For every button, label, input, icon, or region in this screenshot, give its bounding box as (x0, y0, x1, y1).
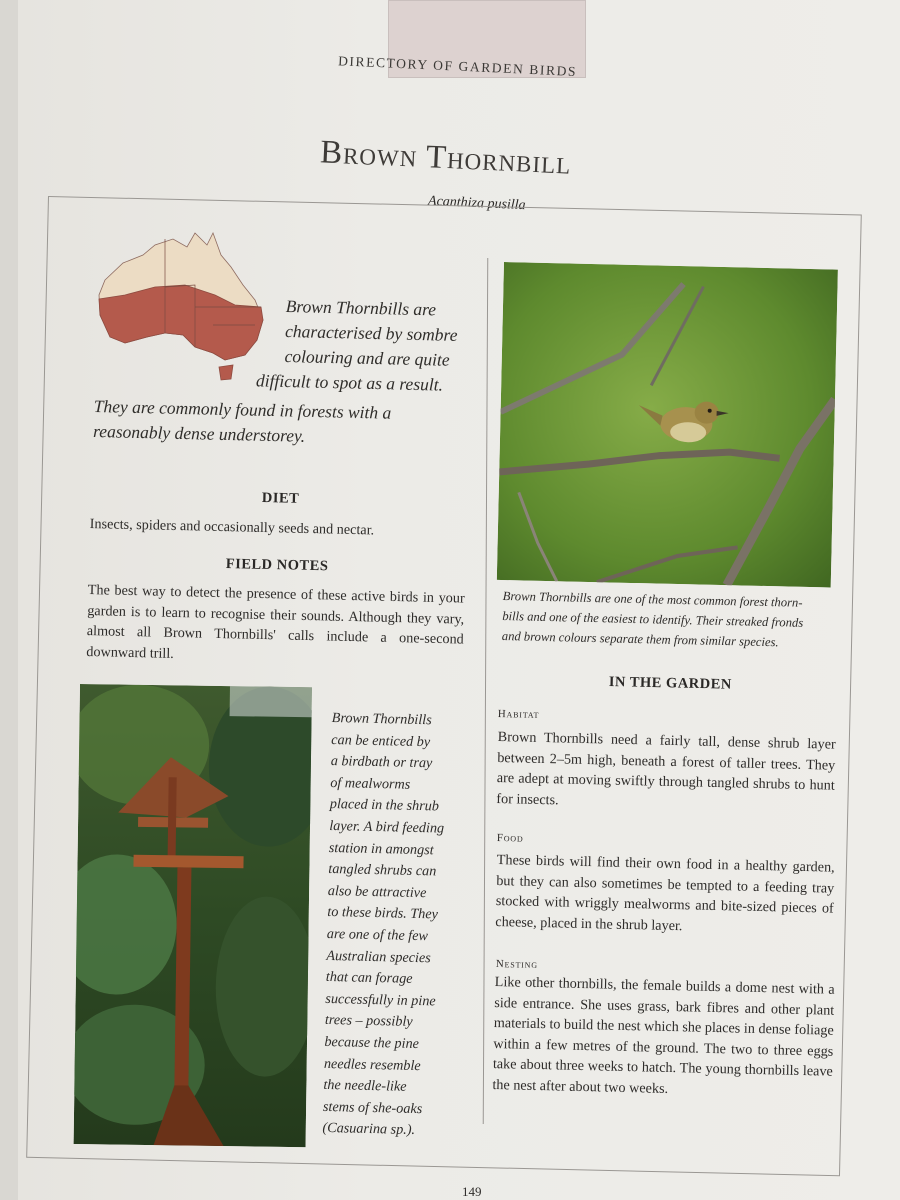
habitat-text: Brown Thornbills need a fairly tall, dense shrub layer between 2–5m high, beneath a forest of taller trees. They are adept at moving swiftly through tangled shrubs to hunt for insects. (496, 728, 836, 808)
caption-line: to these birds. They (327, 904, 439, 923)
caption-line: the needle-like (323, 1076, 407, 1095)
nesting-text: Like other thornbills, the female builds a dome nest with a side entrance. She uses grass, bark fibres and other plant materials to build the nest which she places in dense foliage within a few metres of the ground. The two to three eggs take about three weeks to hatch. The young thornbills leave the nest after about two weeks. (492, 973, 835, 1097)
food-text: These birds will find their own food in a healthy garden, but they can also sometimes be tempted to a feeding tray stocked with wriggly mealworms and bite-sized pieces of cheese, placed in the shrub layer. (495, 851, 835, 934)
thornbill-illustration (497, 262, 838, 587)
section-header: DIRECTORY OF GARDEN BIRDS (337, 53, 578, 80)
feeder-caption (322, 708, 482, 1143)
caption-line: can be enticed by (331, 731, 431, 750)
feeder-illustration (74, 684, 312, 1147)
caption-line: and brown colours separate them from similar species. (501, 628, 779, 650)
field-notes-text: The best way to detect the presence of these active birds in your garden is to learn to recognise their sounds. Although they vary, almost all Brown Thornbills' calls include a one-second downward trill. (86, 581, 465, 662)
caption-line: station in amongst (328, 839, 434, 858)
intro-line: colouring and are quite (284, 345, 450, 370)
distribution-map (95, 225, 270, 385)
caption-line: because the pine (324, 1033, 420, 1052)
caption-line: that can forage (325, 969, 413, 988)
caption-line: successfully in pine (325, 990, 436, 1010)
intro-line: They are commonly found in forests with a (93, 395, 392, 423)
bird-photo-caption (502, 586, 843, 654)
caption-line: bills and one of the easiest to identify. Their streaked fronds (502, 608, 804, 630)
habitat-label: Habitat (497, 708, 540, 721)
caption-line: (Casuarina sp.). (322, 1120, 416, 1139)
caption-line: needles resemble (323, 1055, 421, 1074)
intro-line: characterised by sombre (284, 320, 458, 345)
caption-line: trees – possibly (324, 1012, 413, 1031)
field-notes-heading: FIELD NOTES (225, 556, 329, 575)
caption-line: of mealworms (330, 774, 411, 793)
food-label: Food (496, 832, 524, 845)
caption-line: placed in the shrub (329, 796, 440, 815)
caption-line: Brown Thornbills are one of the most common forest thorn- (502, 588, 803, 610)
caption-line: Australian species (326, 947, 431, 966)
caption-line: tangled shrubs can (328, 861, 437, 880)
caption-line: Brown Thornbills (331, 709, 432, 729)
tasmania (219, 365, 233, 380)
intro-line: Brown Thornbills are (285, 295, 437, 320)
species-title: Brown Thornbill (319, 134, 573, 182)
garden-heading: IN THE GARDEN (608, 674, 733, 693)
intro-line: difficult to spot as a result. (255, 370, 444, 395)
bird-photo (497, 262, 838, 587)
diet-heading: DIET (261, 490, 300, 507)
page-number: 149 (462, 1184, 482, 1199)
nesting-label: Nesting (495, 958, 538, 971)
feeder-photo (74, 684, 312, 1147)
caption-line: are one of the few (326, 925, 429, 945)
intro-text-b (93, 394, 474, 453)
caption-line: also be attractive (327, 882, 427, 901)
intro-line: reasonably dense understorey. (92, 420, 306, 446)
intro-text-a (255, 294, 486, 399)
caption-line: layer. A bird feeding (329, 817, 445, 837)
caption-line: stems of she-oaks (322, 1098, 423, 1117)
caption-line: a birdbath or tray (330, 753, 433, 772)
latin-name: Acanthiza pusilla (427, 193, 526, 214)
diet-text: Insects, spiders and occasionally seeds and nectar. (89, 515, 375, 539)
